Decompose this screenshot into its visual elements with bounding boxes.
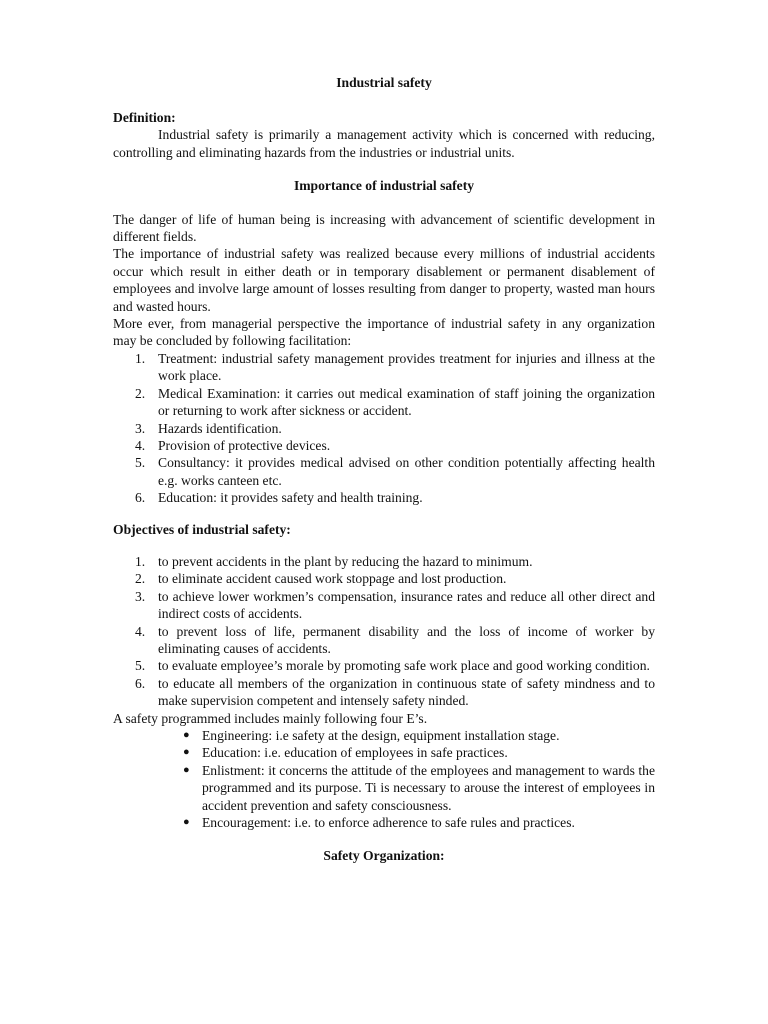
list-item-text: to educate all members of the organization in continuous state of safety mindness and to make supervision competent and intensely safety ninded. <box>158 675 655 709</box>
importance-paragraph-3: More ever, from managerial perspective the importance of industrial safety in any organization may be concluded by following facilitation: <box>113 316 655 349</box>
objectives-heading: Objectives of industrial safety: <box>113 521 291 537</box>
list-item-text: Consultancy: it provides medical advised on other condition potentially affecting health e.g. works canteen etc. <box>158 455 655 488</box>
bullet-item-text: Enlistment: it concerns the attitude of the employees and management to wards the programmed and its purpose. Ti is necessary to arouse the interest of employees in accident prevention and safety consciousness. <box>202 762 655 813</box>
document-title: Industrial safety <box>336 75 432 90</box>
list-item-text: to achieve lower workmen’s compensation, insurance rates and reduce all other direct and indirect costs of accidents. <box>158 588 655 622</box>
list-item-number: 1. <box>135 553 146 569</box>
importance-paragraph-2: The importance of industrial safety was realized because every millions of industrial accidents occur which result in either death or in temporary disablement or permanent disablement of employees and involve large amount of losses resulting from danger to property, wasted man hours and wasted hours. <box>113 246 655 314</box>
list-item-number: 2. <box>135 571 146 587</box>
list-item-number: 5. <box>135 658 146 674</box>
list-item <box>113 588 655 623</box>
list-item <box>113 385 655 420</box>
list-item-number: 1. <box>135 350 146 366</box>
list-item <box>113 657 655 674</box>
importance-heading: Importance of industrial safety <box>293 178 475 194</box>
list-item-number: 4. <box>135 437 146 453</box>
four-es-list <box>113 727 655 831</box>
bullet-item-text: Engineering: i.e safety at the design, equipment installation stage. <box>202 728 560 743</box>
bullet-item <box>113 814 655 831</box>
list-item-number: 5. <box>135 455 146 471</box>
bullet-icon: ● <box>183 763 190 776</box>
list-item <box>113 350 655 385</box>
bullet-icon: ● <box>183 729 190 741</box>
objectives-list <box>113 553 655 710</box>
list-item-text: to evaluate employee’s morale by promoting safe work place and good working condition. <box>158 658 650 674</box>
definition-text: Industrial safety is primarily a management activity which is concerned with reducing, controlling and eliminating hazards from the industries or industrial units. <box>113 127 655 160</box>
list-item-text: Education: it provides safety and health training. <box>158 490 423 506</box>
bullet-icon: ● <box>183 816 190 829</box>
list-item-number: 6. <box>135 675 146 691</box>
bullet-item-text: Encouragement: i.e. to enforce adherence to safe rules and practices. <box>202 815 575 831</box>
list-item <box>113 675 655 710</box>
bullet-item <box>113 744 655 761</box>
list-item-text: Treatment: industrial safety management provides treatment for injuries and illness at the work place. <box>158 350 655 384</box>
list-item-number: 3. <box>135 420 146 436</box>
importance-list <box>113 350 655 507</box>
list-item-text: to prevent loss of life, permanent disability and the loss of income of worker by eliminating causes of accidents. <box>158 623 655 656</box>
list-item-number: 3. <box>135 588 146 604</box>
programme-intro: A safety programmed includes mainly following four E’s. <box>113 710 428 726</box>
list-item-text: to prevent accidents in the plant by reducing the hazard to minimum. <box>158 553 533 569</box>
list-item-number: 6. <box>135 490 146 506</box>
list-item-number: 2. <box>135 385 146 401</box>
list-item-text: to eliminate accident caused work stoppage and lost production. <box>158 571 507 587</box>
bullet-item-text: Education: i.e. education of employees in safe practices. <box>202 745 508 761</box>
safety-organization-heading: Safety Organization: <box>323 848 445 864</box>
importance-paragraph-1: The danger of life of human being is increasing with advancement of scientific development in different fields. <box>113 211 655 245</box>
list-item <box>113 437 655 454</box>
list-item <box>113 570 655 587</box>
list-item-text: Provision of protective devices. <box>158 437 331 453</box>
bullet-item <box>113 762 655 814</box>
list-item <box>113 489 655 506</box>
list-item <box>113 623 655 658</box>
list-item <box>113 553 655 570</box>
list-item-text: Medical Examination: it carries out medical examination of staff joining the organization or returning to work after sickness or accident. <box>158 385 655 419</box>
bullet-icon: ● <box>183 746 190 759</box>
document-page <box>113 74 655 865</box>
list-item <box>113 454 655 489</box>
definition-heading: Definition: <box>113 110 176 125</box>
list-item <box>113 420 655 437</box>
bullet-item <box>113 727 655 744</box>
list-item-number: 4. <box>135 623 146 639</box>
list-item-text: Hazards identification. <box>158 420 282 436</box>
